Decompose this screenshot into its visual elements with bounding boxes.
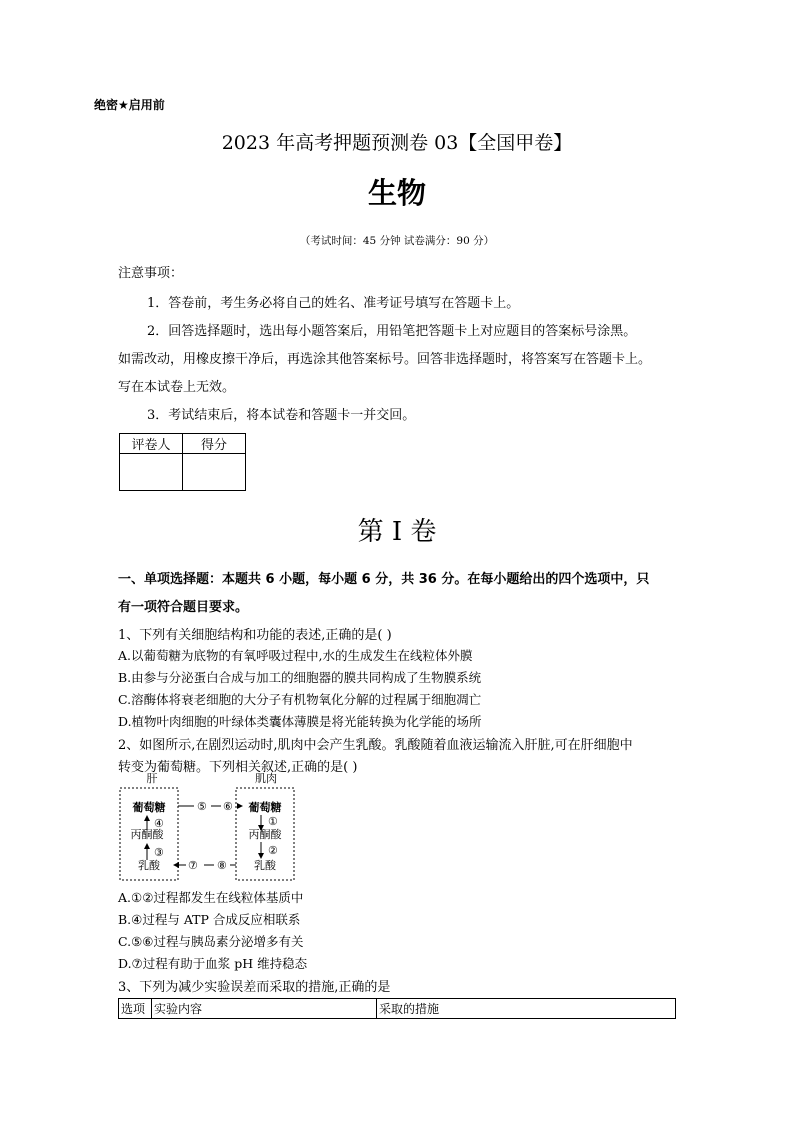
q1-option-a: A.以葡萄糖为底物的有氧呼吸过程中,水的生成发生在线粒体外膜 [118,648,473,663]
metabolism-diagram [118,770,308,885]
notice-line-2b: 如需改动，用橡皮擦干净后，再选涂其他答案标号。回答非选择题时，将答案写在答题卡上。 [118,352,652,367]
notice-line-3: 3．考试结束后，将本试卷和答题卡一并交回。 [147,408,416,423]
score-table-score-header: 得分 [183,434,246,454]
notice-line-2c: 写在本试卷上无效。 [118,380,236,395]
label-8: ⑧ [217,859,227,872]
muscle-lactate: 乳酸 [254,859,276,872]
muscle-label: 肌肉 [255,772,277,785]
label-2: ② [268,844,278,857]
q3-stem: 3、下列为减少实验误差而采取的措施,正确的是 [118,980,391,995]
q1-option-b: B.由参与分泌蛋白合成与加工的细胞器的膜共同构成了生物膜系统 [118,670,482,685]
score-table [119,433,246,491]
muscle-glucose: 葡萄糖 [248,801,282,814]
q2-stem-line-2: 转变为葡萄糖。下列相关叙述,正确的是( ) [118,760,358,775]
q2-stem-line-1: 2、如图所示,在剧烈运动时,肌肉中会产生乳酸。乳酸随着血液运输流入肝脏,可在肝细胞中 [118,738,633,753]
q3-header-measure: 采取的措施 [377,999,676,1019]
q3-header-content: 实验内容 [152,999,377,1019]
exam-info: （考试时间：45 分钟 试卷满分：90 分） [299,235,495,247]
muscle-pyruvate: 丙酮酸 [248,828,282,841]
liver-pyruvate: 丙酮酸 [130,828,164,841]
score-table-grader-header: 评卷人 [120,434,183,454]
score-table-grader-cell [120,454,183,491]
liver-lactate: 乳酸 [138,859,160,872]
q1-stem: 1、下列有关细胞结构和功能的表述,正确的是( ) [118,628,392,643]
label-7: ⑦ [188,859,198,872]
label-4: ④ [154,817,164,830]
subject-title: 生物 [367,176,426,210]
q2-option-a: A.①②过程都发生在线粒体基质中 [118,890,304,905]
section-heading-line-1: 一、单项选择题：本题共 6 小题，每小题 6 分，共 36 分。在每小题给出的四个选项中，只 [118,572,650,587]
notice-heading: 注意事项： [118,266,184,281]
q2-option-c: C.⑤⑥过程与胰岛素分泌增多有关 [118,934,304,949]
notice-line-1: 1．答卷前，考生务必将自己的姓名、准考证号填写在答题卡上。 [147,296,520,311]
label-5: ⑤ [197,800,207,813]
exam-title: 2023 年高考押题预测卷 03【全国甲卷】 [221,132,573,154]
liver-glucose: 葡萄糖 [132,801,166,814]
liver-label: 肝 [146,772,158,785]
q3-table [118,998,676,1019]
part-title: 第 I 卷 [357,517,437,547]
label-6: ⑥ [223,800,233,813]
confidential-mark: 绝密★启用前 [94,98,165,112]
notice-line-2a: 2．回答选择题时，选出每小题答案后，用铅笔把答题卡上对应题目的答案标号涂黑。 [147,324,637,339]
q1-option-d: D.植物叶肉细胞的叶绿体类囊体薄膜是将光能转换为化学能的场所 [118,714,482,729]
q1-option-c: C.溶酶体将衰老细胞的大分子有机物氧化分解的过程属于细胞凋亡 [118,692,482,707]
section-heading-line-2: 有一项符合题目要求。 [118,600,249,615]
q3-header-option: 选项 [119,999,152,1019]
q2-option-d: D.⑦过程有助于血浆 pH 维持稳态 [118,956,308,971]
label-3: ③ [154,846,164,859]
score-table-score-cell [183,454,246,491]
label-1: ① [268,815,278,828]
q2-option-b: B.④过程与 ATP 合成反应相联系 [118,912,301,927]
